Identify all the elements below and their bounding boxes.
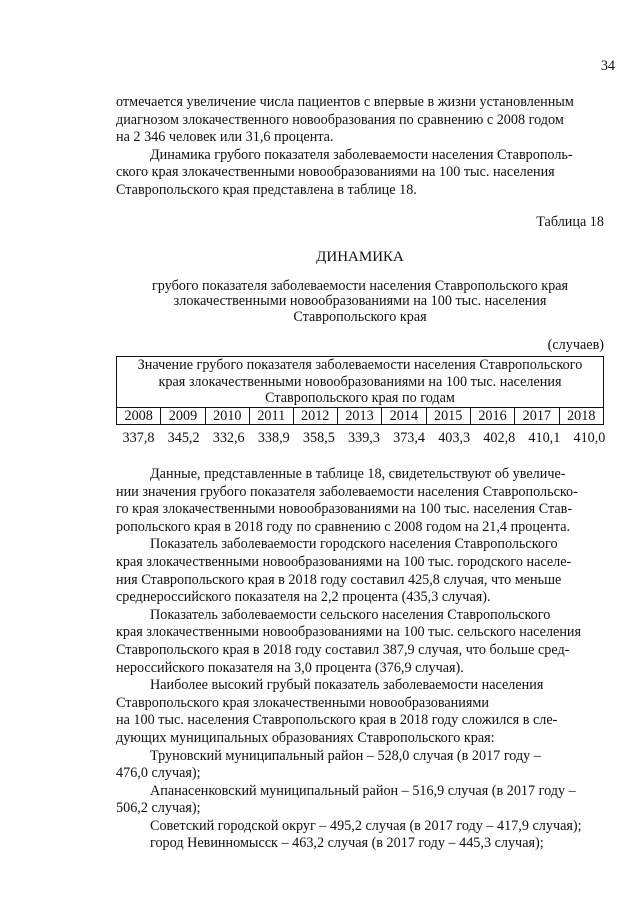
value-cell: 410,1: [528, 430, 561, 446]
value-cell: 410,0: [573, 430, 606, 446]
intro-paragraph-1: [116, 94, 604, 147]
text-line: Советский городской округ – 495,2 случая (в 2017 году – 417,9 случая);: [150, 817, 582, 834]
text-line: город Невинномысск – 463,2 случая (в 2017 году – 445,3 случая);: [150, 835, 544, 852]
text-line: отмечается увеличение числа пациентов с впервые в жизни установленным: [116, 94, 574, 110]
text-line: края злокачественными новообразованиями на 100 тыс. городского населе-: [116, 553, 572, 570]
header-line: края злокачественными новообразованиями на 100 тыс. населения: [158, 373, 562, 390]
text-line: Ставропольского края злокачественными новообразованиями: [116, 694, 489, 711]
text-line: Апанасенковский муниципальный район – 516,9 случая (в 2017 году –: [150, 782, 576, 799]
table-label: Таблица 18: [536, 214, 604, 230]
body-paragraph-1: [116, 466, 604, 536]
year-cell: 2008: [117, 407, 161, 425]
text-line: нероссийского показателя на 3,0 процента (376,9 случая).: [116, 659, 464, 676]
text-line: Динамика грубого показателя заболеваемости населения Ставрополь-: [150, 146, 573, 163]
text-line: Показатель заболеваемости сельского населения Ставропольского: [150, 606, 551, 623]
value-cell: 332,6: [212, 430, 245, 446]
year-cell: 2014: [382, 407, 426, 425]
year-cell: 2012: [293, 407, 337, 425]
incidence-table: [116, 356, 604, 425]
text-line: диагнозом злокачественного новообразования по сравнению с 2008 годом: [116, 111, 564, 128]
year-cell: 2017: [515, 407, 559, 425]
year-cell: 2015: [426, 407, 470, 425]
text-line: ния Ставропольского края в 2018 году составил 425,8 случая, что меньше: [116, 571, 562, 588]
text-line: на 100 тыс. населения Ставропольского края в 2018 году сложился в сле-: [116, 712, 558, 729]
text-line: 506,2 случая);: [116, 800, 201, 817]
body-paragraph-2: [116, 536, 604, 606]
table-units: (случаев): [547, 337, 604, 353]
text-line: среднероссийского показателя на 2,2 процента (435,3 случая).: [116, 589, 491, 606]
text-line: Ставропольского края представлена в таблице 18.: [116, 181, 417, 198]
text-line: края злокачественными новообразованиями на 100 тыс. сельского населения: [116, 624, 582, 641]
list-item: [116, 783, 604, 818]
text-line: Данные, представленные в таблице 18, свидетельствуют об увеличе-: [150, 466, 566, 482]
intro-paragraph-2: [116, 147, 604, 200]
intro-text: [116, 94, 604, 200]
year-cell: 2009: [161, 407, 205, 425]
value-cell: 373,4: [393, 430, 426, 446]
value-cell: 339,3: [348, 430, 380, 446]
text-line: Ставропольского края в 2018 году составил 387,9 случая, что больше сред-: [116, 641, 570, 658]
text-line: Наиболее высокий грубый показатель заболеваемости населения: [150, 677, 544, 694]
body-paragraph-3: [116, 607, 604, 677]
text-line: дующих муниципальных образованиях Ставропольского края:: [116, 729, 495, 746]
text-line: ского края злокачественными новообразованиями на 100 тыс. населения: [116, 164, 555, 181]
table-header: [117, 357, 604, 408]
value-cell: 358,5: [302, 430, 335, 446]
year-cell: 2016: [470, 407, 514, 425]
text-line: ропольского края в 2018 году по сравнению с 2008 годом на 21,4 процента.: [116, 518, 571, 535]
text-line: на 2 346 человек или 31,6 процента.: [116, 129, 334, 146]
text-line: Труновский муниципальный район – 528,0 случая (в 2017 году –: [150, 747, 541, 764]
body-paragraph-4: [116, 677, 604, 747]
header-line: Значение грубого показателя заболеваемости населения Ставропольского: [137, 357, 583, 373]
value-cell: 337,8: [122, 430, 155, 446]
subtitle-line: грубого показателя заболеваемости населения Ставропольского края: [151, 278, 569, 294]
value-cell: 345,2: [167, 430, 200, 446]
list-item: [116, 835, 604, 853]
values-row: [116, 430, 612, 448]
value-cell: 402,8: [483, 430, 516, 446]
years-row: [117, 407, 604, 425]
table-title: ДИНАМИКА: [316, 249, 404, 265]
text-line: нии значения грубого показателя заболеваемости населения Ставропольско-: [116, 483, 578, 500]
list-item: [116, 818, 604, 836]
year-cell: 2011: [249, 407, 293, 425]
value-cell: 338,9: [257, 430, 290, 446]
text-line: го края злокачественными новообразованиями на 100 тыс. населения Став-: [116, 501, 573, 518]
value-cell: 403,3: [438, 430, 471, 446]
header-line: Ставропольского края по годам: [265, 390, 455, 407]
year-cell: 2010: [205, 407, 249, 425]
list-item: [116, 748, 604, 783]
body-text: [116, 466, 604, 853]
subtitle-line: Ставропольского края: [293, 308, 427, 325]
table-subtitle: [116, 279, 604, 325]
year-cell: 2013: [337, 407, 381, 425]
text-line: 476,0 случая);: [116, 765, 201, 782]
page-number: 34: [600, 58, 615, 74]
text-line: Показатель заболеваемости городского населения Ставропольского: [150, 536, 558, 553]
year-cell: 2018: [559, 407, 604, 425]
subtitle-line: злокачественными новообразованиями на 100 тыс. населения: [173, 293, 547, 310]
